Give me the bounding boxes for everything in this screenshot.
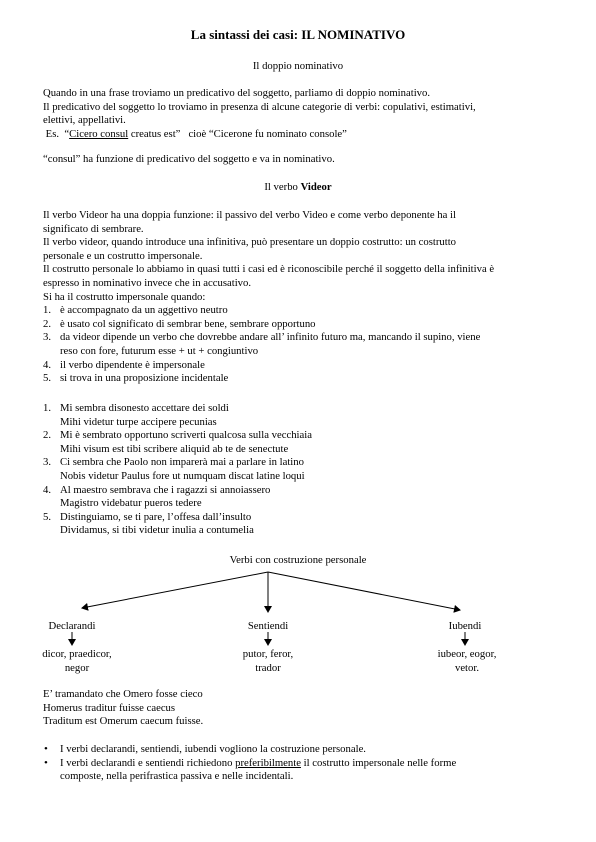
examples-list (43, 402, 558, 538)
example-underlined: Cicero consul (69, 127, 129, 140)
paragraph-line: Quando in una frase troviamo un predicativo del soggetto, parliamo di doppio nominativo. (43, 87, 431, 99)
branch-verbs-sentiendi: putor, feror, trador (242, 648, 294, 674)
paragraph-line: espresso in nominativo invece che in accusativo. (43, 276, 252, 289)
list-item: • I verbi declarandi e sentiendi richiedono preferibilmente il costrutto impersonale nelle forme composte, nella perifrastica passiva e nelle incidentali. (44, 756, 457, 783)
list-item: 2. Mi è sembrato opportuno scriverti qualcosa sulla vecchiaia Mihi visum est tibi scribere aliquid ab te de senectute (43, 429, 312, 455)
paragraph-line: significato di sembrare. (43, 222, 144, 235)
page-title: La sintassi dei casi: IL NOMINATIVO (190, 27, 406, 42)
list-item: 5. Distinguiamo, se ti pare, l’offesa dall’insulto Dividamus, si tibi videtur inulia a contumelia (43, 510, 254, 537)
bullet-icon: • (44, 756, 48, 769)
paragraph-line: E’ tramandato che Omero fosse cieco (43, 688, 203, 700)
paragraph-line: personale e un costrutto impersonale. (43, 249, 203, 262)
paragraph-line: Si ha il costrutto impersonale quando: (43, 290, 206, 303)
list-item: 1. è accompagnato da un aggettivo neutro (43, 304, 228, 317)
list-item: 4. Al maestro sembrava che i ragazzi si annoiassero Magistro videbatur pueros tedere (43, 483, 271, 510)
summary-bullets (43, 743, 558, 784)
paragraph-line: Il verbo Videor ha una doppia funzione: il passivo del verbo Video e come verbo deponente ha il (43, 209, 456, 221)
branch-label-sentiendi: Sentiendi (247, 620, 289, 632)
list-item: 2. è usato col significato di sembrar bene, sembrare opportuno (43, 317, 316, 330)
list-item: 4. il verbo dipendente è impersonale (43, 358, 205, 371)
branch-label-iubendi: Iubendi (448, 620, 482, 632)
example-line (43, 128, 558, 142)
paragraph-line: elettivi, appellativi. (43, 114, 126, 127)
branch-label-declarandi: Declarandi (48, 620, 96, 632)
bullet-icon: • (44, 743, 48, 755)
arrow-to-declarandi (82, 572, 268, 608)
example-rest: creatus est” cioè “Cicerone fu nominato console” (128, 127, 347, 140)
example-prefix: Es. “ (43, 127, 70, 140)
section2-paragraph (43, 209, 558, 386)
conditions-list (43, 304, 558, 386)
heading-bold: Videor (300, 181, 332, 193)
section1-note: “consul” ha funzione di predicativo del soggetto e va in nominativo. (43, 153, 335, 165)
heading-prefix: Il verbo (264, 181, 301, 193)
list-item: • I verbi declarandi, sentiendi, iubendi vogliono la costruzione personale. (44, 743, 366, 755)
list-item: 3. Ci sembra che Paolo non imparerà mai a parlare in latino Nobis videtur Paulus fore ut numquam discat latine loqui (43, 456, 305, 482)
paragraph-line: Il verbo videor, quando introduce una infinitiva, può presentare un doppio costrutto: un costrutto (43, 236, 457, 249)
paragraph-line: Il predicativo del soggetto lo troviamo in presenza di alcune categorie di verbi: copulativi, estimativi, (43, 100, 476, 113)
paragraph-line: Traditum est Omerum caecum fuisse. (43, 715, 204, 728)
arrow-to-iubendi (268, 572, 460, 610)
section-heading-double-nominative: Il doppio nominativo (252, 60, 344, 72)
bullet-list (43, 743, 558, 784)
list-item: 3. da videor dipende un verbo che dovrebbe andare all’ infinito futuro ma, mancando il supino, viene reso con fore, futurum esse + ut + congiuntivo (43, 331, 481, 357)
homer-example (43, 688, 558, 729)
paragraph-line: Il costrutto personale lo abbiamo in quasi tutti i casi ed è riconoscibile perché il soggetto della infinitiva è (43, 263, 495, 276)
diagram-root-label: Verbi con costruzione personale (229, 554, 367, 566)
list-item: 1. Mi sembra disonesto accettare dei soldi Mihi videtur turpe accipere pecunias (43, 402, 229, 428)
section-heading-videor (0, 181, 596, 195)
paragraph-line: Homerus traditur fuisse caecus (43, 701, 176, 714)
branch-verbs-iubendi: iubeor, eogor, vetor. (437, 648, 497, 674)
examples-block (43, 402, 558, 538)
section1-paragraph (43, 87, 558, 141)
list-item: 5. si trova in una proposizione incidentale (43, 372, 229, 385)
branch-verbs-declarandi: dicor, praedicor, negor (42, 648, 112, 674)
